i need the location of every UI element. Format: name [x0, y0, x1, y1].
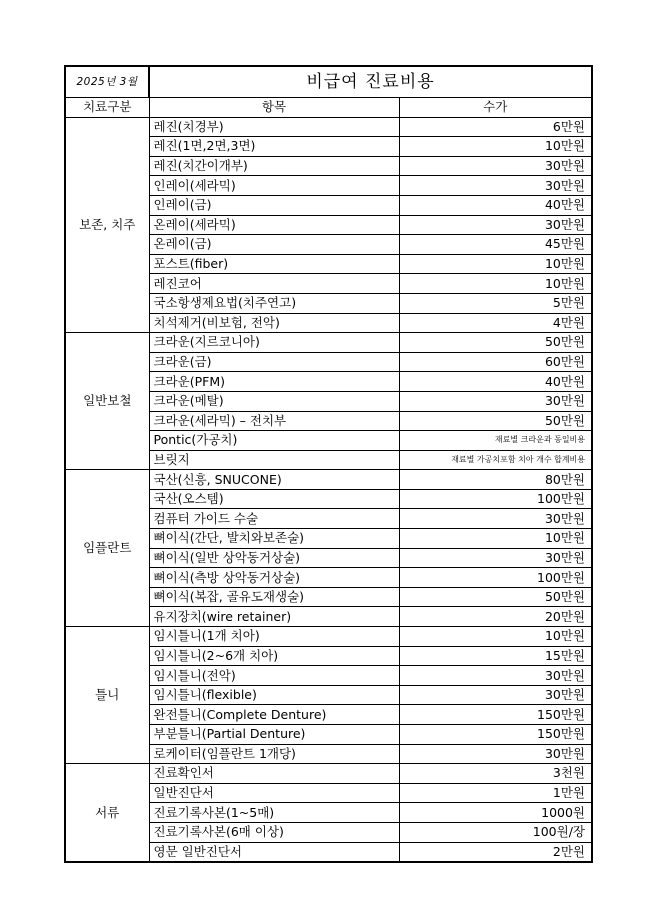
price-cell: 30만원: [399, 391, 592, 411]
item-cell: 임시틀니(1개 치아): [149, 627, 399, 647]
price-cell: 10만원: [399, 137, 592, 157]
price-cell: 50만원: [399, 411, 592, 431]
item-cell: 레진(치경부): [149, 117, 399, 137]
price-cell: 5만원: [399, 293, 592, 313]
item-cell: 뼈이식(간단, 발치와보존술): [149, 529, 399, 549]
item-cell: 크라운(세라믹) – 전치부: [149, 411, 399, 431]
price-cell: 40만원: [399, 195, 592, 215]
item-cell: 레진(치간이개부): [149, 156, 399, 176]
price-cell: 50만원: [399, 333, 592, 353]
item-cell: 완전틀니(Complete Denture): [149, 705, 399, 725]
fee-table: [64, 65, 593, 863]
price-cell: 30만원: [399, 685, 592, 705]
price-cell: 4만원: [399, 313, 592, 333]
price-cell: 100만원: [399, 568, 592, 588]
item-cell: 크라운(메탈): [149, 391, 399, 411]
price-cell: 20만원: [399, 607, 592, 627]
item-cell: 포스트(fiber): [149, 254, 399, 274]
price-cell: 60만원: [399, 352, 592, 372]
item-cell: 국소항생제요법(치주연고): [149, 293, 399, 313]
item-cell: 임시틀니(전악): [149, 666, 399, 686]
price-cell: 100원/장: [399, 822, 592, 842]
page-title: 비급여 진료비용: [149, 66, 592, 98]
item-cell: 국산(신흥, SNUCONE): [149, 470, 399, 490]
fee-table-body: [65, 66, 592, 862]
item-cell: 국산(오스템): [149, 489, 399, 509]
category-cell: 틀니: [65, 627, 149, 764]
table-row: [65, 333, 592, 353]
item-cell: 컴퓨터 가이드 수술: [149, 509, 399, 529]
price-cell: 10만원: [399, 529, 592, 549]
price-cell: 재료별 크라운과 동일비용: [399, 431, 592, 451]
item-cell: 온레이(금): [149, 235, 399, 255]
item-cell: 유지장치(wire retainer): [149, 607, 399, 627]
column-header-row: [65, 98, 592, 118]
price-cell: 100만원: [399, 489, 592, 509]
item-cell: 인레이(세라믹): [149, 176, 399, 196]
price-cell: 30만원: [399, 215, 592, 235]
category-cell: 임플란트: [65, 470, 149, 627]
price-cell: 30만원: [399, 156, 592, 176]
column-header-item: 항목: [149, 98, 399, 118]
item-cell: 부분틀니(Partial Denture): [149, 725, 399, 745]
category-cell: 보존, 치주: [65, 117, 149, 333]
price-cell: 30만원: [399, 744, 592, 764]
price-cell: 1만원: [399, 783, 592, 803]
item-cell: 진료기록사본(6매 이상): [149, 822, 399, 842]
price-cell: 10만원: [399, 627, 592, 647]
item-cell: Pontic(가공치): [149, 431, 399, 451]
price-cell: 80만원: [399, 470, 592, 490]
item-cell: 레진코어: [149, 274, 399, 294]
item-cell: 영문 일반진단서: [149, 842, 399, 862]
price-cell: 2만원: [399, 842, 592, 862]
item-cell: 진료확인서: [149, 764, 399, 784]
item-cell: 로케이터(임플란트 1개당): [149, 744, 399, 764]
title-row: [65, 66, 592, 98]
table-row: [65, 117, 592, 137]
price-cell: 3천원: [399, 764, 592, 784]
price-cell: 1000원: [399, 803, 592, 823]
item-cell: 임시틀니(2~6개 치아): [149, 646, 399, 666]
table-row: [65, 627, 592, 647]
price-cell: 150만원: [399, 725, 592, 745]
price-cell: 10만원: [399, 274, 592, 294]
price-cell: 50만원: [399, 587, 592, 607]
item-cell: 임시틀니(flexible): [149, 685, 399, 705]
item-cell: 크라운(지르코니아): [149, 333, 399, 353]
column-header-category: 치료구분: [65, 98, 149, 118]
item-cell: 브릿지: [149, 450, 399, 470]
price-cell: 45만원: [399, 235, 592, 255]
table-row: [65, 470, 592, 490]
date-label: 2025년 3월: [65, 66, 149, 98]
item-cell: 크라운(PFM): [149, 372, 399, 392]
table-row: [65, 764, 592, 784]
price-cell: 15만원: [399, 646, 592, 666]
price-cell: 10만원: [399, 254, 592, 274]
item-cell: 온레이(세라믹): [149, 215, 399, 235]
item-cell: 레진(1면,2면,3면): [149, 137, 399, 157]
item-cell: 크라운(금): [149, 352, 399, 372]
price-cell: 30만원: [399, 176, 592, 196]
item-cell: 뼈이식(측방 상악동거상술): [149, 568, 399, 588]
category-cell: 서류: [65, 764, 149, 862]
item-cell: 뼈이식(일반 상악동거상술): [149, 548, 399, 568]
item-cell: 치석제거(비보험, 전악): [149, 313, 399, 333]
price-cell: 150만원: [399, 705, 592, 725]
price-cell: 40만원: [399, 372, 592, 392]
item-cell: 일반진단서: [149, 783, 399, 803]
item-cell: 진료기록사본(1~5매): [149, 803, 399, 823]
price-cell: 30만원: [399, 666, 592, 686]
item-cell: 뼈이식(복잡, 골유도재생술): [149, 587, 399, 607]
price-cell: 30만원: [399, 509, 592, 529]
price-cell: 30만원: [399, 548, 592, 568]
column-header-price: 수가: [399, 98, 592, 118]
price-cell: 재료별 가공치포함 치아 개수 합계비용: [399, 450, 592, 470]
item-cell: 인레이(금): [149, 195, 399, 215]
category-cell: 일반보철: [65, 333, 149, 470]
price-cell: 6만원: [399, 117, 592, 137]
